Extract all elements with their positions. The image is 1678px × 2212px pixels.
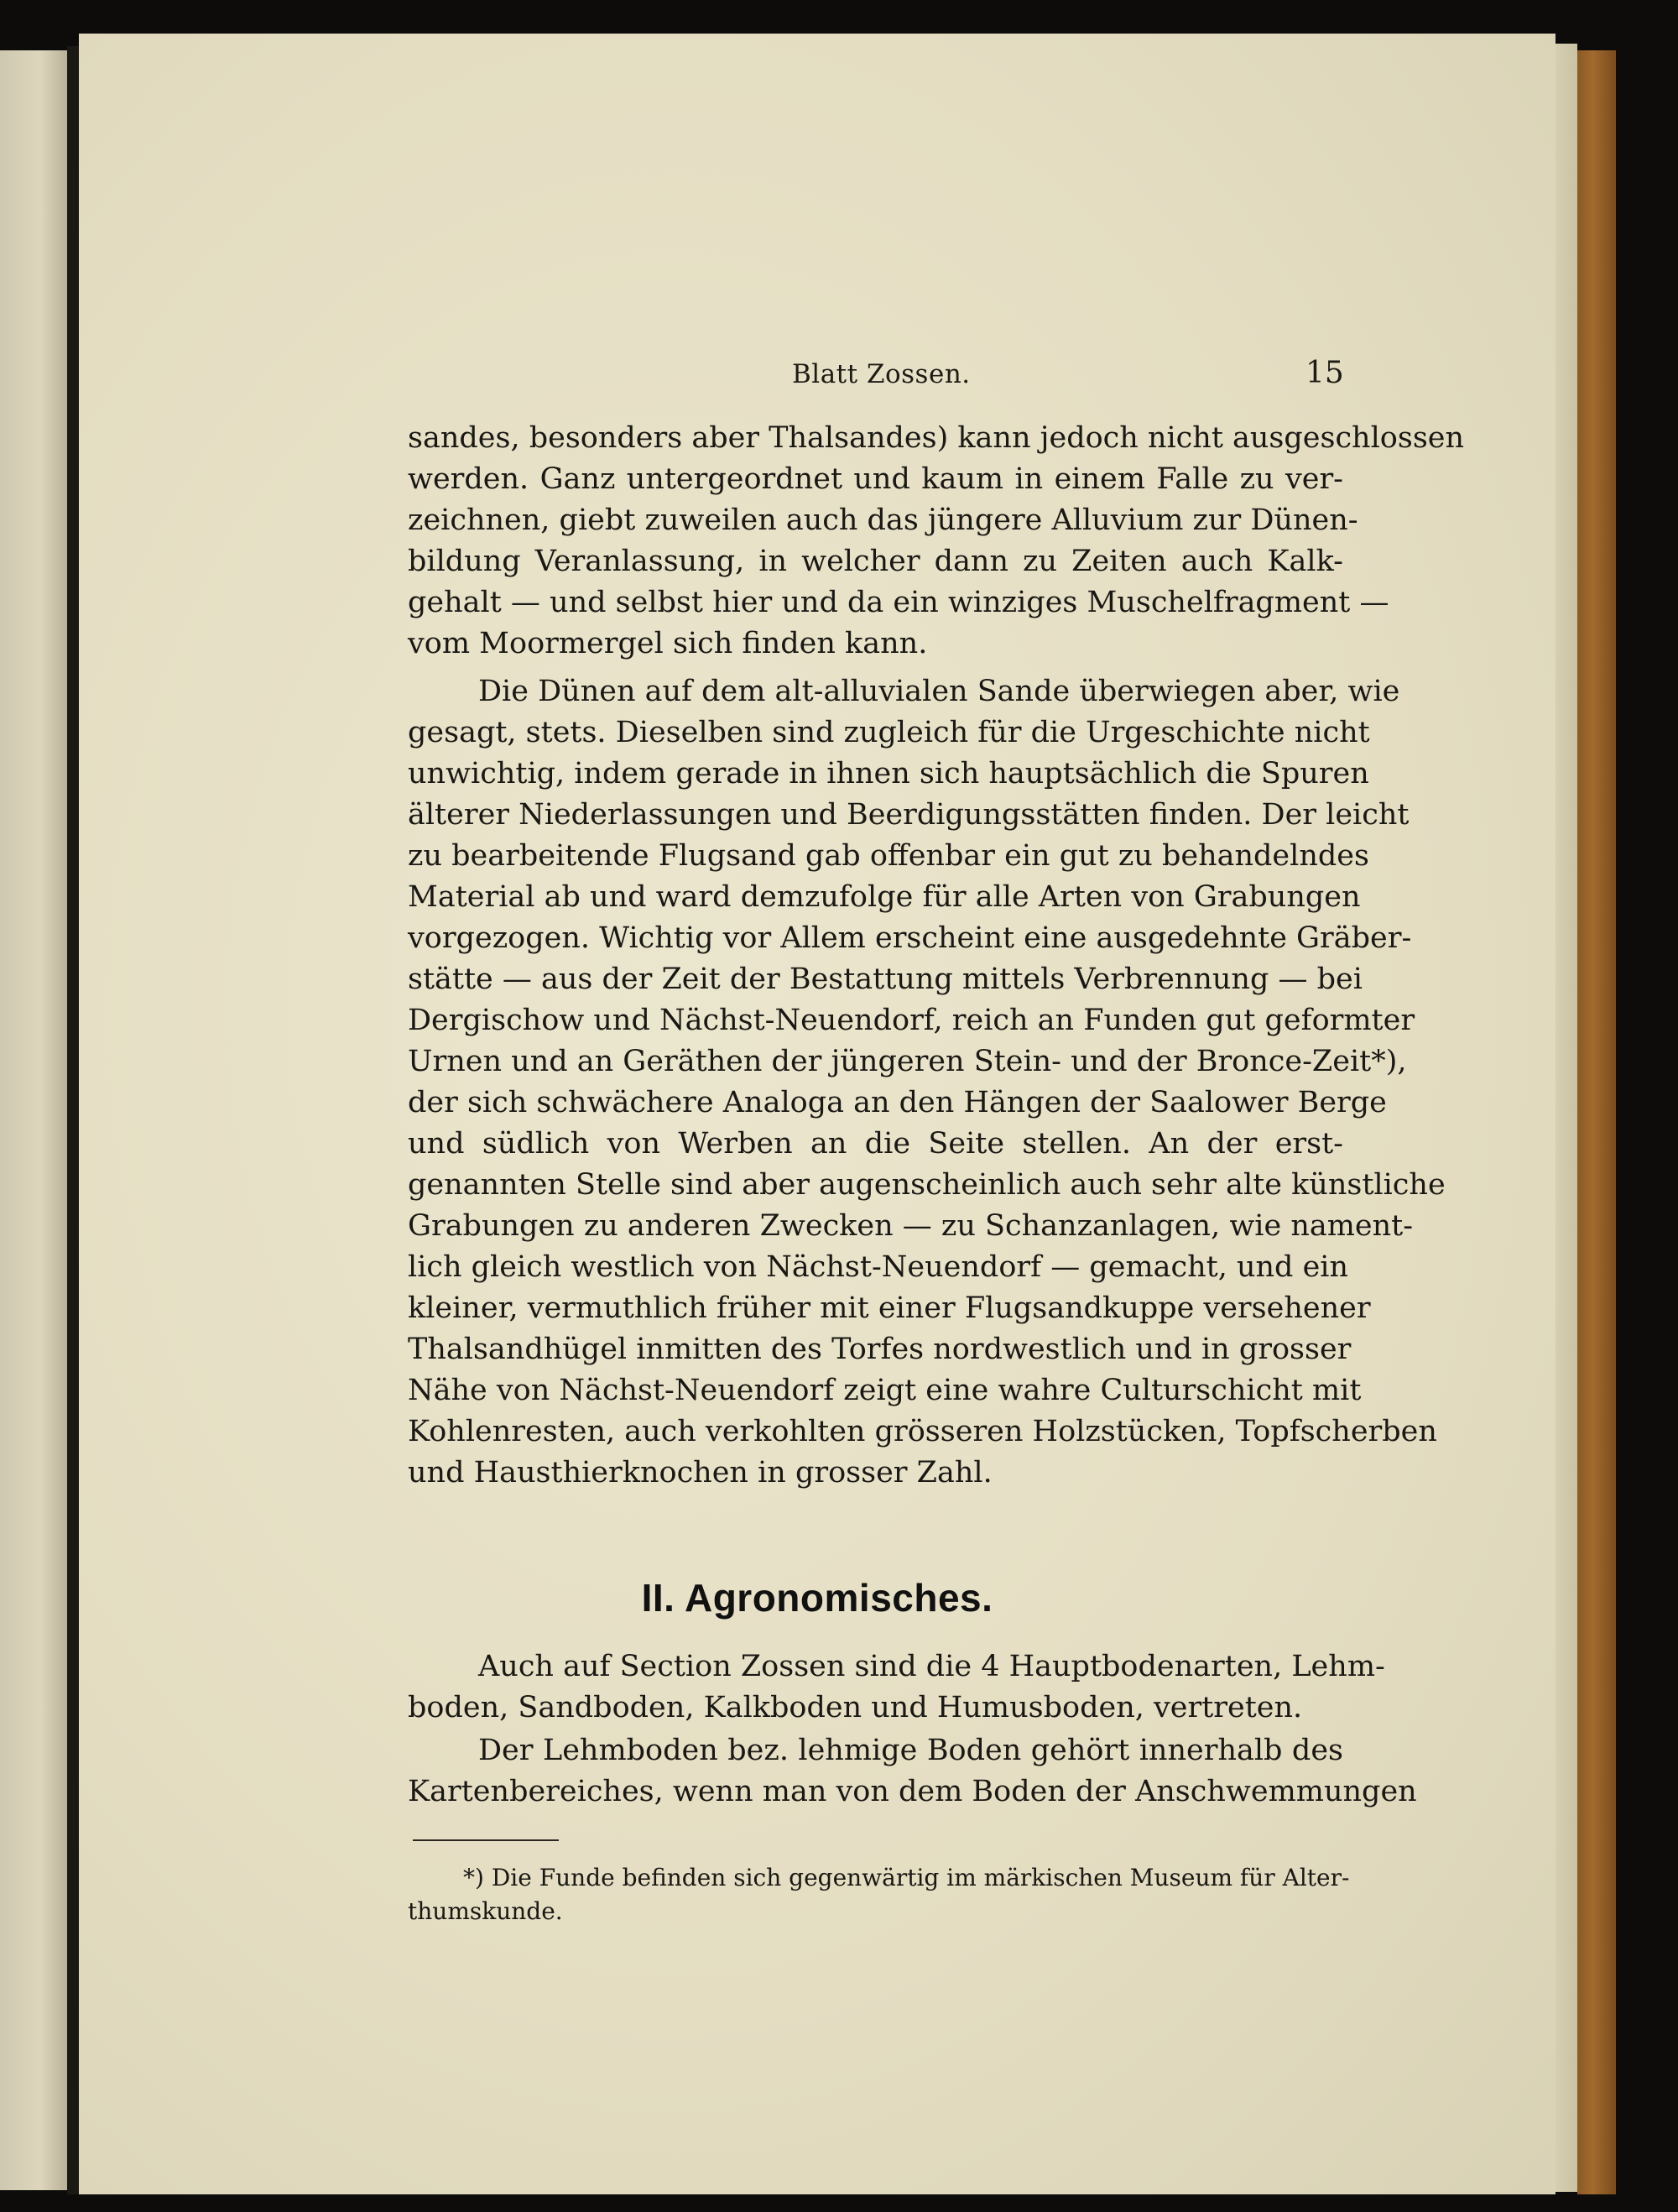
paragraph-1 — [408, 418, 1465, 665]
section-heading: II. Agronomisches. — [641, 1576, 993, 1620]
text-line: bildung Veranlassung, in welcher dann zu Zeiten auch Kalk- — [408, 545, 1343, 578]
paragraph-3 — [408, 1646, 1385, 1729]
book-gutter — [67, 46, 79, 2194]
text-line: Material ab und ward demzufolge für alle Arten von Grabungen — [408, 880, 1361, 914]
text-line: Die Dünen auf dem alt-alluvialen Sande überwiegen aber, wie — [478, 675, 1400, 708]
footnote-rule — [413, 1839, 559, 1841]
text-line: der sich schwächere Analoga an den Hängen der Saalower Berge — [408, 1086, 1387, 1119]
footnote-line: *) Die Funde befinden sich gegenwärtig im märkischen Museum für Alter- — [463, 1864, 1350, 1891]
text-line: Der Lehmboden bez. lehmige Boden gehört innerhalb des — [478, 1734, 1343, 1767]
text-line: boden, Sandboden, Kalkboden und Humusboden, vertreten. — [408, 1691, 1303, 1724]
text-line: älterer Niederlassungen und Beerdigungsstätten finden. Der leicht — [408, 798, 1410, 832]
text-line: kleiner, vermuthlich früher mit einer Flugsandkuppe versehener — [408, 1291, 1371, 1325]
text-line: Auch auf Section Zossen sind die 4 Hauptbodenarten, Lehm- — [478, 1650, 1385, 1683]
text-line: und südlich von Werben an die Seite stellen. An der erst- — [408, 1127, 1343, 1161]
text-line: zu bearbeitende Flugsand gab offenbar ein gut zu behandelndes — [408, 839, 1369, 873]
page-number: 15 — [1305, 356, 1344, 390]
text-line: und Hausthierknochen in grosser Zahl. — [408, 1456, 993, 1489]
paragraph-4 — [408, 1730, 1417, 1813]
text-line: zeichnen, giebt zuweilen auch das jüngere Alluvium zur Dünen- — [408, 503, 1358, 537]
running-title: Blatt Zossen. — [792, 359, 971, 389]
footnote — [408, 1861, 1350, 1928]
book-cover-board — [1577, 50, 1616, 2194]
text-line: Kohlenresten, auch verkohlten grösseren Holzstücken, Topfscherben — [408, 1415, 1437, 1448]
text-line: sandes, besonders aber Thalsandes) kann jedoch nicht ausgeschlossen — [408, 421, 1465, 455]
footnote-line: thumskunde. — [408, 1897, 563, 1925]
left-page-edge — [0, 50, 67, 2190]
text-line: Thalsandhügel inmitten des Torfes nordwestlich und in grosser — [408, 1333, 1352, 1366]
page-stack-edge — [1556, 44, 1577, 2192]
text-line: vorgezogen. Wichtig vor Allem erscheint eine ausgedehnte Gräber- — [408, 921, 1412, 955]
text-line: vom Moormergel sich finden kann. — [408, 627, 928, 660]
paragraph-2 — [408, 671, 1446, 1494]
text-line: Dergischow und Nächst-Neuendorf, reich an Funden gut geformter — [408, 1004, 1415, 1037]
text-line: gesagt, stets. Dieselben sind zugleich für die Urgeschichte nicht — [408, 716, 1370, 749]
text-line: Kartenbereiches, wenn man von dem Boden der Anschwemmungen — [408, 1775, 1417, 1808]
text-line: stätte — aus der Zeit der Bestattung mittels Verbrennung — bei — [408, 963, 1363, 996]
book-page — [79, 34, 1556, 2194]
text-line: Nähe von Nächst-Neuendorf zeigt eine wahre Culturschicht mit — [408, 1374, 1362, 1407]
text-line: unwichtig, indem gerade in ihnen sich hauptsächlich die Spuren — [408, 757, 1369, 790]
text-line: genannten Stelle sind aber augenscheinlich auch sehr alte künstliche — [408, 1168, 1446, 1202]
text-line: lich gleich westlich von Nächst-Neuendorf — gemacht, und ein — [408, 1250, 1349, 1284]
text-line: gehalt — und selbst hier und da ein winziges Muschelfragment — — [408, 586, 1389, 619]
text-line: Grabungen zu anderen Zwecken — zu Schanzanlagen, wie nament- — [408, 1209, 1414, 1243]
text-line: Urnen und an Geräthen der jüngeren Stein- und der Bronce-Zeit*), — [408, 1045, 1407, 1078]
text-line: werden. Ganz untergeordnet und kaum in einem Falle zu ver- — [408, 462, 1343, 496]
